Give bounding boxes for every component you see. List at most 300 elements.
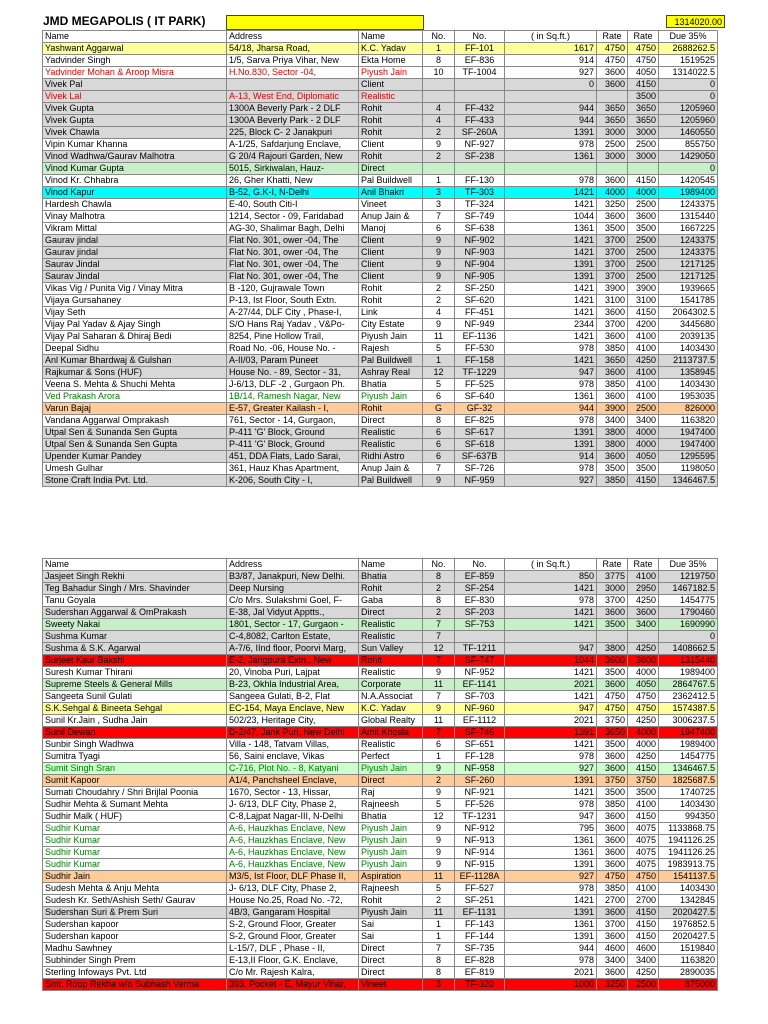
t2-table-cell: Direct [359, 955, 423, 967]
t2-table-cell: Sudhir Kumar [43, 835, 227, 847]
t2-table-cell: Smt. Roop Rekha w/o Subhash Verma [43, 979, 227, 991]
t1-table-cell: 978 [505, 139, 597, 151]
t1-table-cell: FF-451 [455, 307, 505, 319]
t1-table-cell: 3 [423, 187, 455, 199]
t2-table-cell: Suresh Kumar Thirani [43, 667, 227, 679]
t1-table-cell: 3100 [597, 295, 628, 307]
t2-table-cell: Aspiration [359, 871, 423, 883]
t1-table-cell: 1361 [505, 151, 597, 163]
t1-table-cell: 1300A Beverly Park - 2 DLF [227, 115, 359, 127]
t1-table-row [43, 223, 718, 235]
t1-table-cell [423, 91, 455, 103]
t2-table-cell: 994350 [659, 811, 718, 823]
t1-table-cell: Yadvinder Mohan & Aroop Misra [43, 67, 227, 79]
t2-table-row [43, 703, 718, 715]
t1-table-cell: 3500 [597, 463, 628, 475]
t1-table-cell: 9 [423, 319, 455, 331]
t1-table-cell: Vivek Gupta [43, 103, 227, 115]
t1-table-cell: FF-130 [455, 175, 505, 187]
t1-table-cell: 1421 [505, 235, 597, 247]
t2-table-cell: J- 6/13, DLF City, Phase 2, [227, 883, 359, 895]
t2-table-cell: 1670, Sector - 13, Hissar, [227, 787, 359, 799]
t1-table-cell: Vivek Pal [43, 79, 227, 91]
t2-table-cell: 3000 [597, 583, 628, 595]
t1-table-row [43, 283, 718, 295]
t2-table-cell: Sudhir Jain [43, 871, 227, 883]
t2-table-cell: 9 [423, 859, 455, 871]
t1-table-cell: 1044 [505, 211, 597, 223]
t2-table-cell: 1403430 [659, 799, 718, 811]
t1-table-cell: 2500 [628, 271, 659, 283]
t2-table-cell: Sunbir Singh Wadhwa [43, 739, 227, 751]
t2-table-row [43, 631, 718, 643]
t2-table-cell: Piyush Jain [359, 859, 423, 871]
t2-table-cell: 1541137.5 [659, 871, 718, 883]
t1-table-cell: Vijay Pal Saharan & Dhiraj Bedi [43, 331, 227, 343]
t1-table-cell: 3900 [597, 283, 628, 295]
t1-table-cell: Realistic [359, 91, 423, 103]
t1-table-row [43, 295, 718, 307]
t2-table-cell: 1421 [505, 667, 597, 679]
t1-table-cell: Utpal Sen & Sunanda Sen Gupta [43, 439, 227, 451]
t1-table-cell: 5015, Sirkiwalan, Hauz- [227, 163, 359, 175]
t2-table-cell: 1361 [505, 835, 597, 847]
t2-table-cell: Sudhir Kumar [43, 823, 227, 835]
t2-table-cell: 1391 [505, 931, 597, 943]
t2-table-cell: 947 [505, 703, 597, 715]
t2-table-cell: 4250 [628, 643, 659, 655]
t1-table-cell: Hardesh Chawla [43, 199, 227, 211]
t1-table-cell: Ved Prakash Arora [43, 391, 227, 403]
t1-table-cell: 1361 [505, 223, 597, 235]
t1-table-cell: 7 [423, 211, 455, 223]
t1-table-cell: 855750 [659, 139, 718, 151]
t1-table-row [43, 331, 718, 343]
t2-table-cell: 3006237.5 [659, 715, 718, 727]
t2-table-cell: 3600 [597, 907, 628, 919]
t2-table-cell: 2700 [597, 895, 628, 907]
t2-table-cell: 4150 [628, 931, 659, 943]
t1-table-cell: TF-1229 [455, 367, 505, 379]
t1-table-cell: House No. - 89, Sector - 31, [227, 367, 359, 379]
t1-table-cell [423, 163, 455, 175]
t2-table-cell: 2700 [628, 895, 659, 907]
t2-table-cell: TF-1211 [455, 643, 505, 655]
t1-table-cell: 2688262.5 [659, 43, 718, 55]
t2-table-cell: 3600 [597, 607, 628, 619]
t2-table-cell: 2 [423, 895, 455, 907]
t1-table-cell: 3700 [597, 235, 628, 247]
t1-table-cell: 761, Sector - 14, Gurgaon, [227, 415, 359, 427]
t2-table-cell: 4250 [628, 967, 659, 979]
t1-table-cell: Bhatia [359, 379, 423, 391]
t2-table-cell: NF-914 [455, 847, 505, 859]
t1-table-cell: Piyush Jain [359, 331, 423, 343]
t1-table-cell: 1391 [505, 271, 597, 283]
t1-table-cell: FF-158 [455, 355, 505, 367]
t2-table-cell: FF-144 [455, 931, 505, 943]
t1-table-cell: SF-250 [455, 283, 505, 295]
t1-table-row [43, 211, 718, 223]
t1-table-cell: 1953035 [659, 391, 718, 403]
t1-table-cell: 1/5, Sarva Priya Vihar, New [227, 55, 359, 67]
t2-table-row [43, 691, 718, 703]
t2-table-cell: 3750 [628, 775, 659, 787]
t1-table-cell: NF-949 [455, 319, 505, 331]
t1-table-row [43, 115, 718, 127]
t2-table-cell: 56, Saini enclave, Vikas [227, 751, 359, 763]
t1-table-cell: 4000 [628, 187, 659, 199]
t2-table-cell: 4100 [628, 799, 659, 811]
t1-table-cell: Link [359, 307, 423, 319]
t2-table-cell: 1421 [505, 691, 597, 703]
t1-table-cell: 1421 [505, 187, 597, 199]
t2-table-cell: Sushma Kumar [43, 631, 227, 643]
t2-table-cell: 4100 [628, 571, 659, 583]
t2-table-cell: SF-703 [455, 691, 505, 703]
t2-table-cell: 9 [423, 835, 455, 847]
t2-table-cell: Rohit [359, 583, 423, 595]
t2-table-cell: 2021 [505, 967, 597, 979]
t2-table-cell: Piyush Jain [359, 847, 423, 859]
t2-table-cell: Piyush Jain [359, 823, 423, 835]
t2-table-cell: 3700 [597, 595, 628, 607]
t1-table-cell: 1403430 [659, 379, 718, 391]
t1-table-cell: 2064302.5 [659, 307, 718, 319]
t1-table-cell: Rajkumar & Sons (HUF) [43, 367, 227, 379]
t1-table-cell: Gaurav jindal [43, 247, 227, 259]
t1-table-cell: 3600 [597, 67, 628, 79]
t1-table-cell: 3500 [628, 223, 659, 235]
t1-table-cell [455, 91, 505, 103]
t1-table-cell: A-27/44, DLF City , Phase-I, [227, 307, 359, 319]
t1-table-cell: Realistic [359, 439, 423, 451]
t1-table-cell: 3650 [597, 115, 628, 127]
t2-table-cell: Sunil Kr.Jain , Sudha Jain [43, 715, 227, 727]
t1-table-cell: 1205960 [659, 115, 718, 127]
t1-table-cell: 2500 [628, 235, 659, 247]
t2-table-cell: 4750 [597, 871, 628, 883]
t1-column-header: Due 35% [659, 31, 718, 43]
t1-table-cell: 4750 [597, 55, 628, 67]
t1-table-cell: 1420545 [659, 175, 718, 187]
t1-table-cell: NF-927 [455, 139, 505, 151]
t1-table-cell: 4750 [628, 43, 659, 55]
t2-table-cell: 4750 [628, 703, 659, 715]
t1-table-cell: FF-433 [455, 115, 505, 127]
t2-table-cell: 1361 [505, 919, 597, 931]
t1-table-row [43, 187, 718, 199]
t1-table-row [43, 199, 718, 211]
t2-table-cell: 1403430 [659, 883, 718, 895]
t1-table-cell: 1361 [505, 391, 597, 403]
t2-table-cell: SF-753 [455, 619, 505, 631]
t1-table-cell: 3445680 [659, 319, 718, 331]
t1-table-cell: E-40, South Citi-I [227, 199, 359, 211]
t2-table-cell: 0 [659, 631, 718, 643]
t2-table-cell: 1044 [505, 655, 597, 667]
t1-table-cell: Deepal Sidhu [43, 343, 227, 355]
t1-table-cell: Vikas Vig / Punita Vig / Vinay Mitra [43, 283, 227, 295]
t2-table-cell: Sushma & S.K. Agarwal [43, 643, 227, 655]
t2-table-cell: Realistic [359, 619, 423, 631]
t2-table-cell: 7 [423, 655, 455, 667]
t1-table-cell: TF-303 [455, 187, 505, 199]
t1-table-cell: 6 [423, 439, 455, 451]
t2-table-cell: C-4,8082, Carlton Estate, [227, 631, 359, 643]
t1-table-cell: 5 [423, 343, 455, 355]
t1-table-cell: 3600 [597, 391, 628, 403]
t2-table-cell: FF-143 [455, 919, 505, 931]
t1-table-row [43, 259, 718, 271]
t2-table-cell: 978 [505, 799, 597, 811]
t2-table-cell: 4250 [628, 595, 659, 607]
t2-table-cell: EF-1112 [455, 715, 505, 727]
t1-table-cell: 361, Hauz Khas Apartment, [227, 463, 359, 475]
t1-table-cell: Rajesh [359, 343, 423, 355]
t1-table-cell: FF-432 [455, 103, 505, 115]
t2-table-cell: 4000 [628, 727, 659, 739]
t1-table-cell: 1939665 [659, 283, 718, 295]
t1-table-cell: Anl Kumar Bhardwaj & Gulshan [43, 355, 227, 367]
t1-table-cell: 6 [423, 223, 455, 235]
t1-table-cell: 4050 [628, 451, 659, 463]
t1-table-cell: SF-640 [455, 391, 505, 403]
t1-table-cell: 2500 [628, 199, 659, 211]
t2-table-cell: 1342845 [659, 895, 718, 907]
t1-table-cell: Vinod Wadhwa/Gaurav Malhotra [43, 151, 227, 163]
t1-table-cell: TF-1004 [455, 67, 505, 79]
t2-table-cell: 3600 [597, 811, 628, 823]
t1-table-cell: 2344 [505, 319, 597, 331]
t1-table-cell: 1314022.5 [659, 67, 718, 79]
t1-table-cell: 1243375 [659, 247, 718, 259]
t1-table-cell: 3900 [597, 403, 628, 415]
t1-table-cell: 2500 [628, 403, 659, 415]
t2-table-row [43, 619, 718, 631]
t1-table-cell: 3500 [597, 223, 628, 235]
t1-table-cell: 1421 [505, 331, 597, 343]
t2-table-cell: 3700 [597, 919, 628, 931]
t2-table-cell: A-6, Hauzkhas Enclave, New [227, 835, 359, 847]
t1-table-cell: 8254, Pine Hollow Trail, [227, 331, 359, 343]
t1-table-cell: Vinod Kr. Chhabra [43, 175, 227, 187]
t2-table-cell: 2 [423, 775, 455, 787]
t1-table-cell: 4750 [628, 55, 659, 67]
t1-table-cell: AG-30, Shalimar Bagh, Delhi [227, 223, 359, 235]
t2-table-cell: 9 [423, 787, 455, 799]
t2-table-cell: Sudershan kapoor [43, 931, 227, 943]
t2-table-cell: Rohit [359, 655, 423, 667]
t1-table-cell: SF-638 [455, 223, 505, 235]
t2-table-cell: 1801, Sector - 17, Gurgaon - [227, 619, 359, 631]
t2-table-cell: Sudershan Suri & Prem Suri [43, 907, 227, 919]
t1-table-cell: 1391 [505, 127, 597, 139]
t1-table-cell: 1460550 [659, 127, 718, 139]
t2-table-cell: Surjeet Kaur Bakshi [43, 655, 227, 667]
t1-table-cell: NF-959 [455, 475, 505, 487]
t2-table-cell: SF-747 [455, 655, 505, 667]
t1-table-cell: 1421 [505, 283, 597, 295]
t1-table-cell: 4000 [628, 427, 659, 439]
t2-table-cell: A-6, Hauzkhas Enclave, New [227, 847, 359, 859]
t2-table-row [43, 667, 718, 679]
t2-table-cell: 1361 [505, 847, 597, 859]
t1-table-cell: 4150 [628, 175, 659, 187]
t2-table-cell: 1421 [505, 895, 597, 907]
t2-table-cell: Subhinder Singh Prem [43, 955, 227, 967]
t2-table-cell: 11 [423, 871, 455, 883]
t2-table-cell: M3/5, Ist Floor, DLF Phase II, [227, 871, 359, 883]
t2-table-cell: 393, Pocket - E, Mayur Vihar, [227, 979, 359, 991]
t2-table-row [43, 727, 718, 739]
t1-table-cell: 978 [505, 175, 597, 187]
t2-table-cell: Sudhir Kumar [43, 847, 227, 859]
t1-table-cell: Flat No. 301, ower -04, The [227, 259, 359, 271]
t2-table-cell: 850 [505, 571, 597, 583]
t1-table-cell: SF-260A [455, 127, 505, 139]
t2-table-cell: 1219750 [659, 571, 718, 583]
t1-table-row [43, 79, 718, 91]
t2-table-cell: 7 [423, 727, 455, 739]
t1-table-cell: 1217125 [659, 259, 718, 271]
t1-table-row [43, 235, 718, 247]
t2-table-cell: 3600 [597, 859, 628, 871]
t1-table-cell: Utpal Sen & Sunanda Sen Gupta [43, 427, 227, 439]
t2-table-cell: 4000 [628, 739, 659, 751]
t2-table-cell: 795 [505, 823, 597, 835]
t1-table-cell: 3500 [628, 91, 659, 103]
t2-table-cell: 7 [423, 691, 455, 703]
t1-table-cell: Rohit [359, 283, 423, 295]
t1-table-cell: 4 [423, 115, 455, 127]
t1-table-cell: 978 [505, 343, 597, 355]
t1-table-row [43, 415, 718, 427]
t2-table-cell: 2021 [505, 715, 597, 727]
t1-table-cell: Ashray Real [359, 367, 423, 379]
t2-table-cell: 2864767.5 [659, 679, 718, 691]
t1-table-cell: 1295595 [659, 451, 718, 463]
t2-table-cell: 3600 [597, 967, 628, 979]
t1-table-cell: 1300A Beverly Park - 2 DLF [227, 103, 359, 115]
t2-table-cell: 1989400 [659, 667, 718, 679]
t2-table-cell: 2500 [628, 979, 659, 991]
t1-table-cell: 3 [423, 199, 455, 211]
t1-table-cell: B-52, G.K-I, N-Delhi [227, 187, 359, 199]
t1-table-row [43, 427, 718, 439]
t2-table-cell: 4150 [628, 919, 659, 931]
t1-table-cell: 3850 [597, 343, 628, 355]
t2-table-cell: C/o Mr. Rajesh Kalra, [227, 967, 359, 979]
t2-table-cell: FF-527 [455, 883, 505, 895]
t1-table-cell: 947 [505, 367, 597, 379]
t1-table-cell: 26, Gher Khatti, New [227, 175, 359, 187]
t1-table-cell: 826000 [659, 403, 718, 415]
t1-table-cell: 914 [505, 55, 597, 67]
t1-table-cell [505, 91, 597, 103]
t2-table-cell: 1989400 [659, 739, 718, 751]
t2-table-cell: Sudershan kapoor [43, 919, 227, 931]
t1-table-cell: 1346467.5 [659, 475, 718, 487]
t2-table-cell [455, 631, 505, 643]
t2-table-cell: SF-254 [455, 583, 505, 595]
t1-table-cell: 3900 [628, 283, 659, 295]
t2-table-cell: 3400 [628, 619, 659, 631]
t2-table-cell: 3500 [597, 787, 628, 799]
t1-table-cell: 1214, Sector - 09, Faridabad [227, 211, 359, 223]
t2-table-cell: N.A.Associat [359, 691, 423, 703]
t2-table-cell: 1315440 [659, 655, 718, 667]
t2-table-cell: 3500 [597, 739, 628, 751]
t1-table-cell: GF-32 [455, 403, 505, 415]
t2-table-cell: 3600 [597, 679, 628, 691]
t1-table-cell: P-13, Ist Floor, South Extn. [227, 295, 359, 307]
t2-table-cell: Global Realty [359, 715, 423, 727]
t2-column-header: No. [455, 559, 505, 571]
t2-table-cell: TF-320 [455, 979, 505, 991]
t2-table-row [43, 799, 718, 811]
t2-table-row [43, 775, 718, 787]
t1-table-cell: 10 [423, 67, 455, 79]
t2-table-cell: 4000 [628, 667, 659, 679]
t1-table-cell: 1421 [505, 295, 597, 307]
t2-table-cell: 4600 [628, 943, 659, 955]
t2-table-row [43, 751, 718, 763]
t2-table-cell: 2362412.5 [659, 691, 718, 703]
t2-table-cell: SF-651 [455, 739, 505, 751]
t1-table-cell: Vandana Aggarwal Omprakash [43, 415, 227, 427]
t2-table-row [43, 859, 718, 871]
t2-table-cell: Gaba [359, 595, 423, 607]
t1-table-cell: Direct [359, 415, 423, 427]
t2-table-row [43, 883, 718, 895]
t2-table-cell: 9 [423, 703, 455, 715]
t2-table-cell: 1740725 [659, 787, 718, 799]
t2-table-cell: 3500 [597, 619, 628, 631]
t2-table-cell: 1421 [505, 787, 597, 799]
t2-table-cell: 2890035 [659, 967, 718, 979]
t2-table-cell: C-8,Lajpat Nagar-III, N-Delhi [227, 811, 359, 823]
t1-table-cell: 11 [423, 331, 455, 343]
t1-table-row [43, 307, 718, 319]
t1-table-cell: 2500 [628, 139, 659, 151]
t2-column-header: ( in Sq.ft.) [505, 559, 597, 571]
t2-table-row [43, 847, 718, 859]
t1-table-row [43, 91, 718, 103]
t1-table-cell [455, 79, 505, 91]
t1-table-cell: 3650 [628, 103, 659, 115]
t2-table-cell: Sumit Kapoor [43, 775, 227, 787]
t2-table-cell: Sudershan Aggarwal & OmPrakash [43, 607, 227, 619]
t1-table-cell: Vijaya Gursahaney [43, 295, 227, 307]
t2-table-cell: Rajneesh [359, 883, 423, 895]
t2-table-cell: 4150 [628, 907, 659, 919]
t2-table-cell: SF-251 [455, 895, 505, 907]
t2-table-cell: 4250 [628, 715, 659, 727]
t1-table-cell: Yashwant Aggarwal [43, 43, 227, 55]
t1-table-cell: Upender Kumar Pandey [43, 451, 227, 463]
t2-table-row [43, 655, 718, 667]
t2-table-cell: House No.25, Road No. -72, [227, 895, 359, 907]
t1-table-cell: Ekta Home [359, 55, 423, 67]
t2-table-cell: Deep Nursing [227, 583, 359, 595]
t1-table-cell: City Estate [359, 319, 423, 331]
t2-table-cell: 4B/3, Gangaram Hospital [227, 907, 359, 919]
t1-table-cell: 4150 [628, 79, 659, 91]
t2-table-cell: Sun Valley [359, 643, 423, 655]
t1-table-cell: 4200 [628, 319, 659, 331]
t2-table-cell: 1391 [505, 775, 597, 787]
